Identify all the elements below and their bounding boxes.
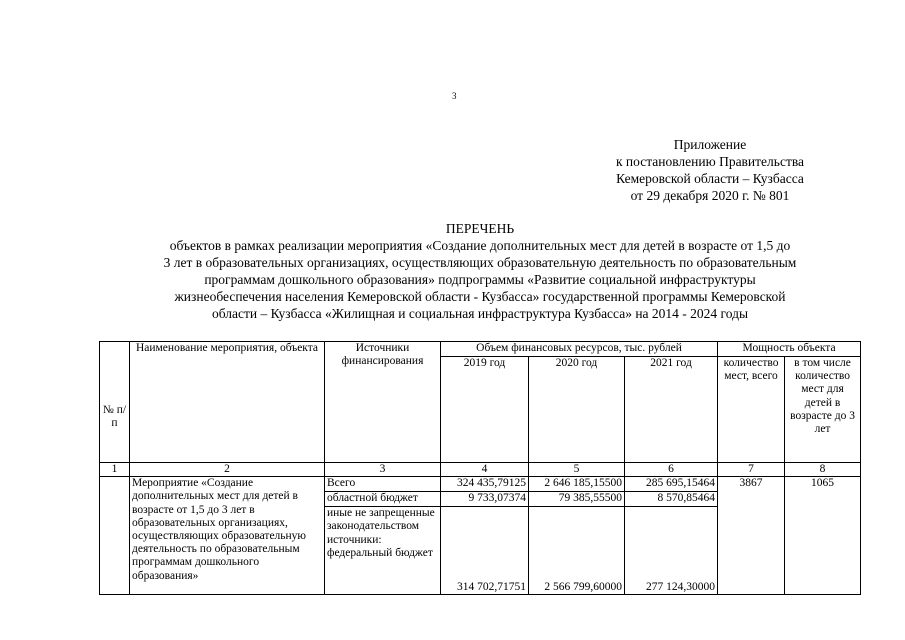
- heading-line: 3 лет в образовательных организациях, осуществляющих образовательную деятельность по образовательным: [163, 255, 797, 270]
- column-index-row: [100, 463, 861, 477]
- source-cell: иные не запрещенные законодательством источники: федеральный бюджет: [325, 507, 441, 595]
- places-under3-value: 1065: [785, 477, 861, 595]
- appendix-line: к постановлению Правительства: [615, 154, 805, 169]
- value-2020: 2 646 185,15500: [529, 477, 625, 492]
- document-heading: [100, 220, 860, 322]
- column-index: 6: [625, 463, 718, 477]
- heading-line: программам дошкольного образования» подпрограммы «Развитие социальной инфраструктуры: [204, 272, 756, 287]
- value-2021: 8 570,85464: [625, 492, 718, 507]
- header-sources: Источники финансирования: [325, 342, 441, 463]
- row-num-cell: [100, 477, 130, 595]
- header-finance: Объем финансовых ресурсов, тыс. рублей: [441, 342, 718, 357]
- appendix-block: [580, 136, 840, 204]
- event-name: Мероприятие «Создание дополнительных мест для детей в возрасте от 1,5 до 3 лет в образовательных организациях, осуществляющих образовательную деятельность по образовательным программам дошкольного образования»: [130, 477, 325, 595]
- value-2021: 277 124,30000: [625, 507, 718, 595]
- appendix-line: от 29 декабря 2020 г. № 801: [630, 188, 790, 203]
- source-cell: областной бюджет: [325, 492, 441, 507]
- column-index: 3: [325, 463, 441, 477]
- column-index: 2: [130, 463, 325, 477]
- column-index: 1: [100, 463, 130, 477]
- header-num: № п/п: [100, 342, 130, 463]
- value-2020: 2 566 799,60000: [529, 507, 625, 595]
- source-cell: Всего: [325, 477, 441, 492]
- header-year-2020: 2020 год: [529, 357, 625, 463]
- value-2019: 324 435,79125: [441, 477, 529, 492]
- column-index: 8: [785, 463, 861, 477]
- table-row: [100, 477, 861, 492]
- column-index: 7: [718, 463, 785, 477]
- header-capacity: Мощность объекта: [718, 342, 861, 357]
- header-year-2019: 2019 год: [441, 357, 529, 463]
- value-2020: 79 385,55500: [529, 492, 625, 507]
- appendix-line: Кемеровской области – Кузбасса: [616, 171, 804, 186]
- header-places-total: количество мест, всего: [718, 357, 785, 463]
- value-2019: 314 702,71751: [441, 507, 529, 595]
- value-2021: 285 695,15464: [625, 477, 718, 492]
- page-number: 3: [452, 91, 457, 101]
- heading-line: жизнеобеспечения населения Кемеровской области - Кузбасса» государственной программы Кемеровской: [174, 289, 786, 304]
- column-index: 4: [441, 463, 529, 477]
- header-places-under3: в том числе количество мест для детей в возрасте до 3 лет: [785, 357, 861, 463]
- places-total-value: 3867: [718, 477, 785, 595]
- header-name: Наименование мероприятия, объекта: [130, 342, 325, 463]
- heading-line: объектов в рамках реализации мероприятия «Создание дополнительных мест для детей в возрасте от 1,5 до: [169, 238, 791, 253]
- document-title: ПЕРЕЧЕНЬ: [445, 221, 515, 236]
- heading-line: области – Кузбасса «Жилищная и социальная инфраструктура Кузбасса» на 2014 - 2024 годы: [211, 306, 749, 321]
- value-2019: 9 733,07374: [441, 492, 529, 507]
- appendix-line: Приложение: [673, 137, 747, 152]
- column-index: 5: [529, 463, 625, 477]
- objects-table: [99, 341, 861, 595]
- header-year-2021: 2021 год: [625, 357, 718, 463]
